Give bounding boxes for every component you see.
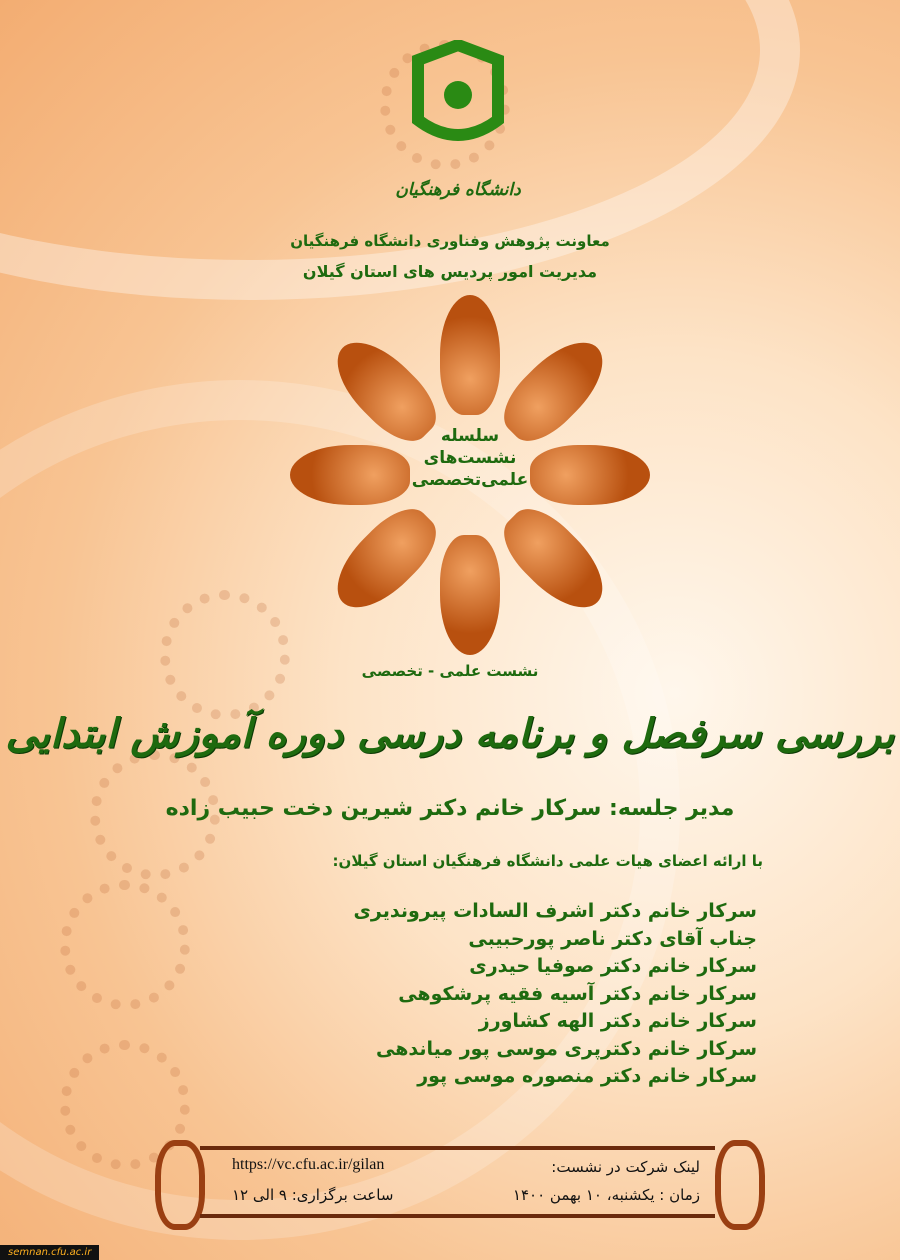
header-line-1: معاونت پژوهش وفناوری دانشگاه فرهنگیان [290, 232, 610, 250]
logo-text: دانشگاه فرهنگیان [395, 180, 521, 200]
logo-emblem-icon [408, 40, 508, 170]
emblem-text: علمی‌تخصصی [411, 470, 529, 490]
presenter: سرکار خانم دکتر الهه کشاورز [478, 1010, 757, 1032]
series-emblem [280, 285, 660, 665]
presenters-heading: با ارائه اعضای هیات علمی دانشگاه فرهنگیان استان گیلان: [332, 852, 763, 870]
meeting-date: زمان : یکشنبه، ۱۰ بهمن ۱۴۰۰ [512, 1186, 700, 1204]
corner-ornament [715, 1140, 765, 1230]
presenter: جناب آقای دکتر ناصر پورحبیبی [468, 927, 757, 950]
moderator: مدیر جلسه: سرکار خانم دکتر شیرین دخت حبیب زاده [165, 796, 735, 821]
presenter: سرکار خانم دکتر آسیه فقیه پرشکوهی [398, 982, 757, 1005]
presenter: سرکار خانم دکتر منصوره موسی پور [417, 1065, 757, 1087]
link-label: لینک شرکت در نشست: [551, 1158, 700, 1176]
divider-bottom [200, 1214, 715, 1218]
event-title: بررسی سرفصل و برنامه درسی دوره آموزش ابتدایی [5, 710, 895, 757]
divider-top [200, 1146, 715, 1150]
header-line-2: مدیریت امور پردیس های استان گیلان [302, 262, 598, 281]
meeting-link[interactable]: https://vc.cfu.ac.ir/gilan [232, 1156, 385, 1173]
emblem-text: نشست‌های [423, 448, 517, 468]
emblem-text: سلسله [440, 426, 500, 446]
presenter: سرکار خانم دکترپری موسی پور میاندهی [375, 1037, 757, 1060]
presenters-list [354, 898, 758, 1091]
corner-ornament [155, 1140, 205, 1230]
background-motif [160, 590, 290, 720]
event-type: نشست علمی - تخصصی [361, 662, 539, 680]
background-motif [60, 880, 190, 1010]
university-logo [395, 40, 521, 200]
meeting-hours: ساعت برگزاری: ۹ الی ۱۲ [232, 1186, 394, 1204]
watermark: semnan.cfu.ac.ir [0, 1245, 99, 1260]
presenter: سرکار خانم دکتر صوفیا حیدری [469, 955, 757, 977]
presenter: سرکار خانم دکتر اشرف السادات پیروندیری [353, 900, 757, 922]
